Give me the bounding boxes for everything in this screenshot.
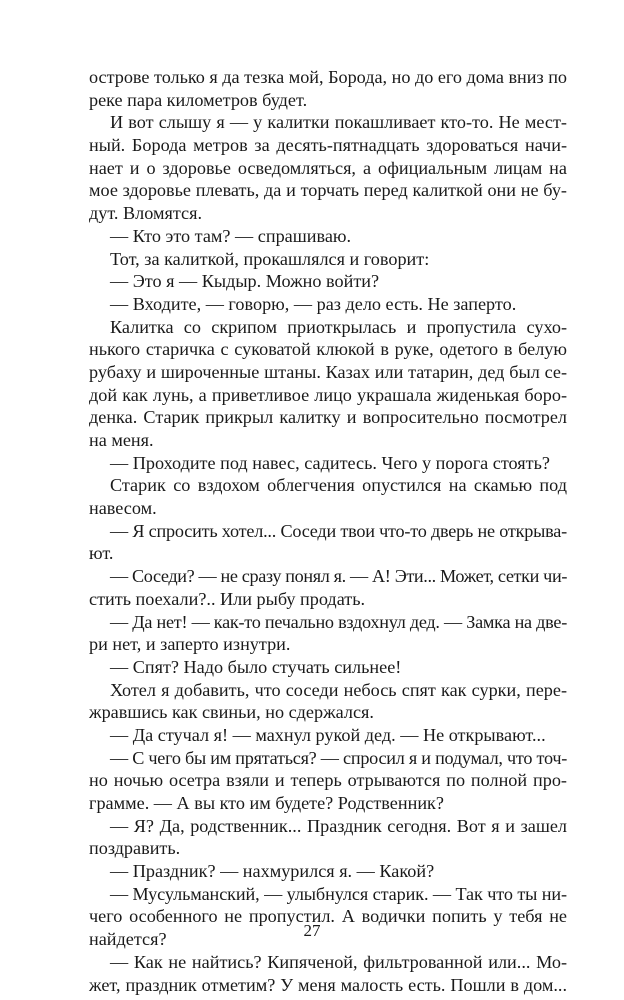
page-text-block	[89, 66, 567, 996]
text-line: грамме. — А вы кто им будете? Родственник?	[89, 793, 444, 813]
text-line: ри нет, и заперто изнутри.	[89, 634, 291, 655]
text-line: дой как лунь, а приветливое лицо украшала жиденькая боро-	[89, 384, 567, 405]
text-line: — Мусульманский, — улыбнулся старик. — Так что ты ни-	[110, 883, 567, 904]
text-line: на меня.	[89, 430, 154, 450]
text-line: Калитка со скрипом приоткрылась и пропустила сухо-	[110, 316, 567, 337]
text-line: денка. Старик прикрыл калитку и вопросительно посмотрел	[89, 407, 567, 428]
text-line: — С чего бы им прятаться? — спросил я и подумал, что точ-	[110, 747, 568, 768]
text-line: — Как не найтись? Кипяченой, фильтрованной или... Мо-	[110, 951, 567, 972]
text-line: — Я спросить хотел... Соседи твои что-то дверь не открыва-	[110, 520, 567, 541]
text-line: Хотел я добавить, что соседи небось спят как сурки, пере-	[110, 679, 567, 700]
text-line: поздравить.	[89, 838, 181, 859]
text-line: И вот слышу я — у калитки покашливает кто-то. Не мест-	[110, 112, 567, 133]
text-line: чего особенного не пропустил. А водички попить у тебя не	[89, 906, 567, 927]
text-line: найдется?	[89, 929, 167, 950]
text-line: — Спят? Надо было стучать сильнее!	[110, 656, 402, 677]
text-line: — Да нет! — как-то печально вздохнул дед. — Замка на две-	[110, 611, 568, 632]
text-line: мое здоровье плевать, да и торчать перед калиткой они не бу-	[89, 180, 567, 201]
text-line: ный. Борода метров за десять-пятнадцать здороваться начи-	[89, 135, 567, 156]
text-line: Тот, за калиткой, прокашлялся и говорит:	[110, 248, 430, 269]
text-line: — Это я — Кыдыр. Можно войти?	[110, 271, 380, 292]
text-line: нького старичка с суковатой клюкой в руке, одетого в белую	[89, 339, 567, 360]
text-line: — Праздник? — нахмурился я. — Какой?	[110, 861, 435, 882]
text-line: — Я? Да, родственник... Праздник сегодня. Вот я и зашел	[110, 815, 567, 836]
page-number: 27	[303, 921, 321, 940]
text-line: — Проходите под навес, садитесь. Чего у порога стоять?	[110, 452, 550, 473]
text-line: но ночью осетра взяли и теперь отрываются по полной про-	[89, 770, 567, 791]
text-line: жет, праздник отметим? У меня малость есть. Пошли в дом...	[89, 974, 567, 995]
text-line: реке пара километров будет.	[89, 89, 308, 110]
text-line: рубаху и широченные штаны. Казах или татарин, дед был се-	[89, 361, 567, 382]
text-line: дут. Вломятся.	[89, 203, 203, 224]
text-line: ют.	[89, 543, 114, 564]
text-line: нает и о здоровье осведомляться, а официальным лицам на	[89, 157, 567, 178]
text-line: — Да стучал я! — махнул рукой дед. — Не открывают...	[110, 724, 546, 745]
text-line: Старик со вздохом облегчения опустился на скамью под	[110, 475, 567, 496]
text-line: навесом.	[89, 498, 157, 519]
text-line: острове только я да тезка мой, Борода, но до его дома вниз по	[89, 67, 568, 87]
text-line: — Соседи? — не сразу понял я. — А! Эти... Может, сетки чи-	[110, 566, 568, 587]
text-line: жравшись как свиньи, но сдержался.	[89, 702, 374, 723]
text-line: — Кто это там? — спрашиваю.	[110, 225, 352, 246]
text-line: стить поехали?.. Или рыбу продать.	[89, 588, 366, 609]
text-line: — Входите, — говорю, — раз дело есть. Не заперто.	[110, 293, 517, 314]
